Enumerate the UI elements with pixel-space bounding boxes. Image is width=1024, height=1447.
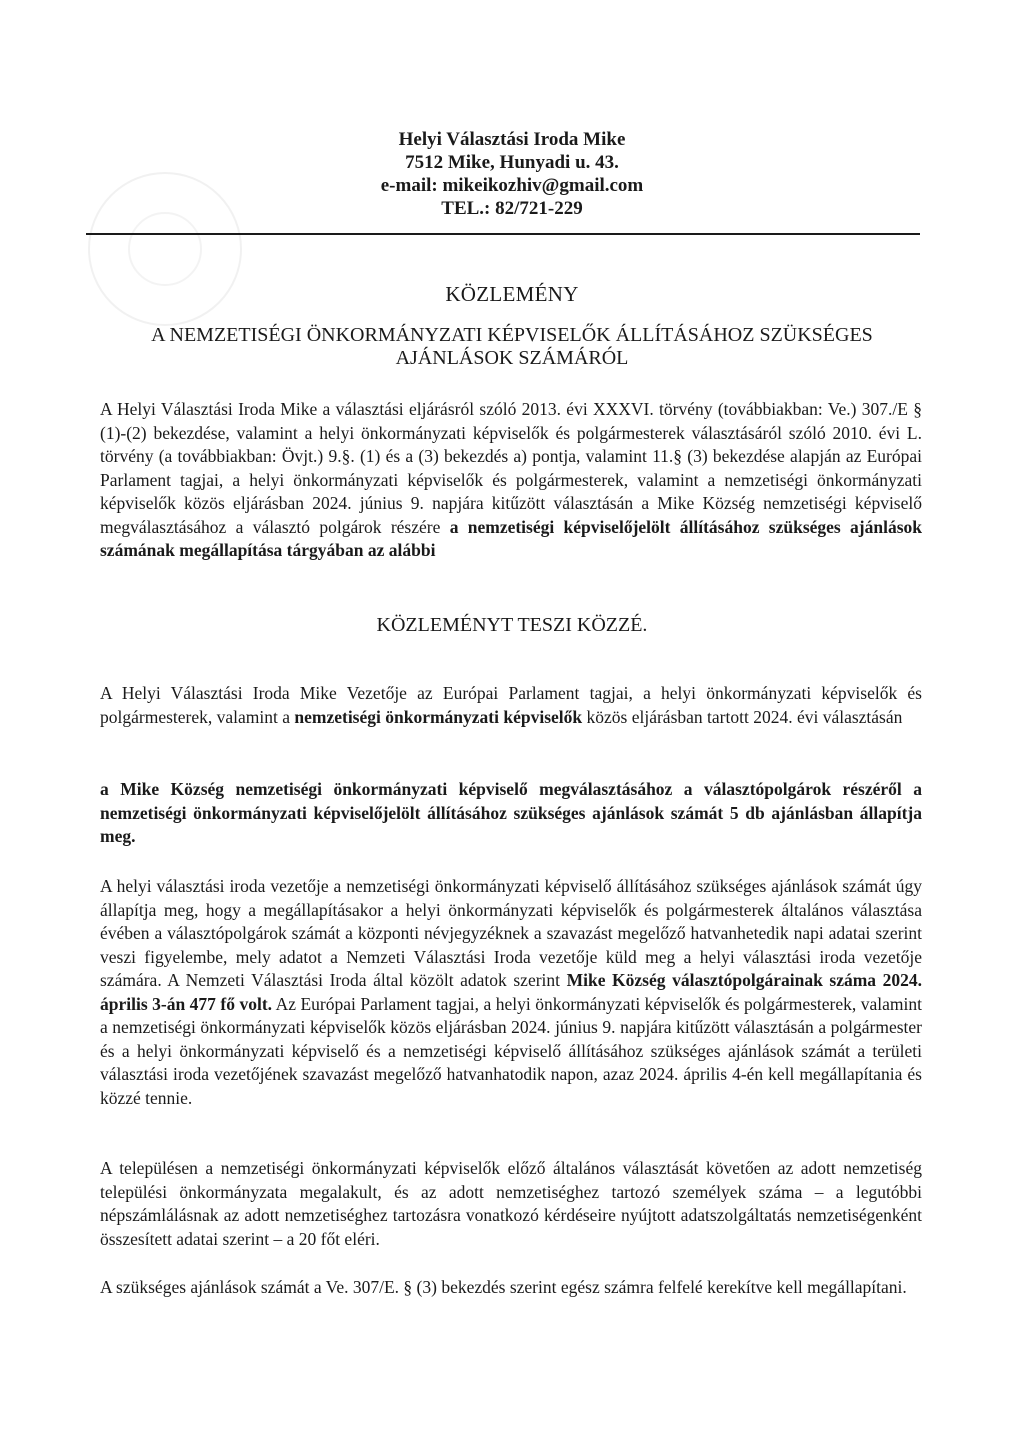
document-title: KÖZLEMÉNY bbox=[445, 282, 579, 306]
paragraph-1 bbox=[100, 682, 922, 729]
intro-paragraph bbox=[100, 398, 922, 563]
letterhead bbox=[0, 128, 1024, 220]
subtitle-line-1: A NEMZETISÉGI ÖNKORMÁNYZATI KÉPVISELŐK ÁLLÍTÁSÁHOZ SZÜKSÉGES bbox=[151, 324, 873, 346]
subtitle-line-2: AJÁNLÁSOK SZÁMÁRÓL bbox=[395, 347, 629, 369]
para1-text-end: közös eljárásban tartott 2024. évi választásán bbox=[582, 706, 903, 727]
paragraph-2 bbox=[100, 875, 922, 1110]
decision-text: a Mike Község nemzetiségi önkormányzati képviselő megválasztásához a választópolgárok részéről a nemzetiségi önkormányzati képviselőjelölt állításához szükséges ajánlások számát 5 db ajánlásban állapítja meg. bbox=[100, 779, 922, 846]
para1-text: A Helyi Választási Iroda Mike Vezetője az Európai Parlament tagjai, a helyi önkormányzati képviselők és polgármesterek, valamint a bbox=[100, 683, 922, 727]
document-subtitle bbox=[100, 324, 924, 370]
paragraph-4: A szükséges ajánlások számát a Ve. 307/E. § (3) bekezdés szerint egész számra felfelé kerekítve kell megállapítani. bbox=[100, 1277, 907, 1297]
intro-bold-text: a nemzetiségi képviselőjelölt állításához szükséges ajánlások számának megállapítása tárgyában az alábbi bbox=[100, 516, 922, 560]
para2-bold: Mike Község választópolgárainak száma 2024. április 3-án 477 fő volt. bbox=[100, 970, 922, 1014]
office-email: e-mail: mikeikozhiv@gmail.com bbox=[380, 175, 644, 196]
para2-text: A helyi választási iroda vezetője a nemzetiségi önkormányzati képviselő állításához szükséges ajánlások számát úgy állapítja meg, hogy a megállapításakor a helyi önkormányzati képviselők és polgármesterek általános választása évében a választópolgárok számát a központi névjegyzéknek a szavazást megelőző hatvanhetedik napi adatai szerint veszi figyelembe, mely adatot a Nemzeti Választási Iroda vezetője küld meg a helyi választási iroda vezetője számára. A Nemzeti Választási Iroda által közölt adatok szerint bbox=[100, 876, 922, 990]
letterhead-divider bbox=[86, 233, 920, 235]
declaration-heading: KÖZLEMÉNYT TESZI KÖZZÉ. bbox=[376, 614, 648, 636]
paragraph-3: A településen a nemzetiségi önkormányzati képviselők előző általános választását követően az adott nemzetiség települési önkormányzata megalakult, és az adott nemzetiséghez tartozó személyek száma – a legutóbbi népszámlálásnak az adott nemzetiséghez tartozásra vonatkozó kérdéseire nyújtott adatszolgáltatás nemzetiségenként összesített adatai szerint – a 20 főt eléri. bbox=[100, 1158, 922, 1249]
office-address: 7512 Mike, Hunyadi u. 43. bbox=[405, 152, 619, 173]
para1-bold: nemzetiségi önkormányzati képviselők bbox=[294, 706, 583, 727]
intro-text: A Helyi Választási Iroda Mike a választási eljárásról szóló 2013. évi XXXVI. törvény (továbbiakban: Ve.) 307./E § (1)-(2) bekezdése, valamint a helyi önkormányzati képviselők és polgármesterek választásáról szóló 2010. évi L. törvény (a továbbiakban: Övjt.) 9.§. (1) és a (3) bekezdés a) pontja, valamint 11.§ (3) bekezdése alapján az Európai Parlament tagjai, a helyi önkormányzati képviselők és polgármesterek, valamint a nemzetiségi önkormányzati képviselők közös eljárásban 2024. június 9. napjára kitűzött választásán a Mike Község nemzetiségi képviselő megválasztásához a választó polgárok részére bbox=[100, 399, 922, 537]
para2-text-end: Az Európai Parlament tagjai, a helyi önkormányzati képviselők és polgármesterek, valamint a nemzetiségi önkormányzati képviselők közös eljárásban 2024. június 9. napjára kitűzött választásán a polgármester és a helyi önkormányzati képviselő és a nemzetiségi képviselő állításához szükséges ajánlások számát a területi választási iroda vezetőjének szavazást megelőző hatvanhatodik napon, azaz 2024. április 4-én kell megállapítania és közzé tennie. bbox=[100, 993, 922, 1108]
decision-paragraph bbox=[100, 778, 922, 849]
office-phone: TEL.: 82/721-229 bbox=[441, 198, 583, 219]
office-name: Helyi Választási Iroda Mike bbox=[398, 129, 626, 150]
